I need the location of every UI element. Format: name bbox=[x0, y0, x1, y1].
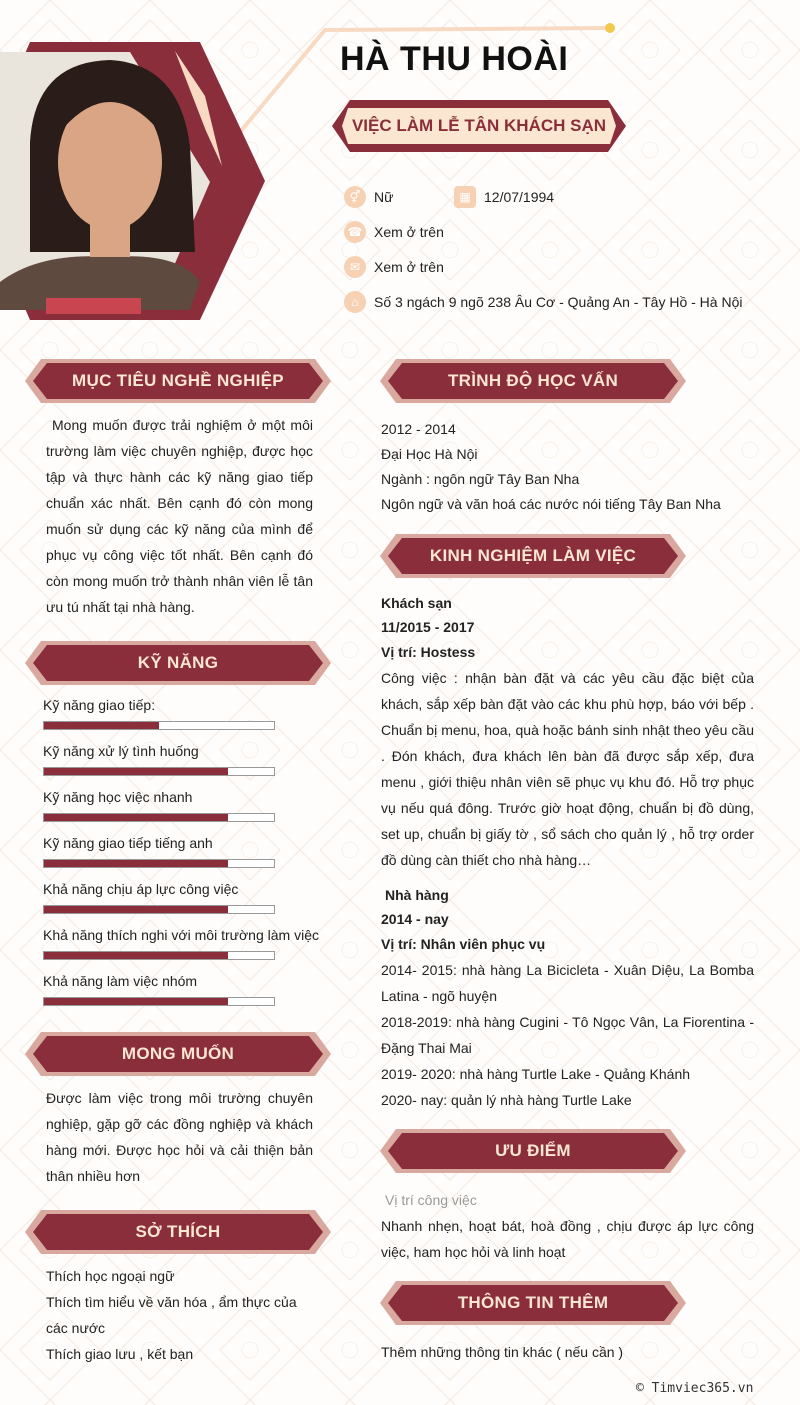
skill-label: Khả năng chịu áp lực công việc bbox=[43, 881, 239, 897]
skill-level-fill bbox=[44, 952, 228, 959]
strengths-title: ƯU ĐIỂM bbox=[495, 1141, 571, 1160]
education-period: 2012 - 2014 bbox=[381, 421, 456, 437]
strengths-placeholder: Vị trí công việc bbox=[385, 1192, 477, 1208]
candidate-name: HÀ THU HOÀI bbox=[340, 40, 569, 78]
email-value: Xem ở trên bbox=[374, 259, 444, 275]
skill-label: Kỹ năng giao tiếp tiếng anh bbox=[43, 835, 213, 851]
job-company: Nhà hàng bbox=[385, 887, 449, 903]
skill-label: Kỹ năng xử lý tình huống bbox=[43, 743, 199, 759]
skills-title: KỸ NĂNG bbox=[137, 653, 219, 672]
skill-level-bar bbox=[43, 905, 275, 914]
skill-level-bar bbox=[43, 951, 275, 960]
skill-label: Khả năng làm việc nhóm bbox=[43, 973, 198, 989]
experience-title: KINH NGHIỆM LÀM VIỆC bbox=[429, 546, 637, 565]
hobby-item: Thích giao lưu , kết bạn bbox=[46, 1346, 194, 1362]
skill-level-bar bbox=[43, 767, 275, 776]
skill-level-bar bbox=[43, 721, 275, 730]
job-company: Khách sạn bbox=[381, 595, 452, 611]
education-title: TRÌNH ĐỘ HỌC VẤN bbox=[447, 371, 619, 390]
wishes-title: MONG MUỐN bbox=[121, 1044, 235, 1063]
hobby-item: Thích học ngoại ngữ bbox=[46, 1268, 175, 1284]
strengths-header bbox=[380, 1129, 686, 1173]
hobbies-title: SỞ THÍCH bbox=[135, 1222, 221, 1241]
address-row bbox=[344, 291, 742, 313]
gender-value: Nữ bbox=[374, 189, 394, 205]
hobbies-header bbox=[25, 1210, 331, 1254]
profile-photo bbox=[0, 52, 215, 314]
job-description: Công việc : nhận bàn đặt và các yêu cầu đặc biệt của khách, sắp xếp bàn đặt vào các khu phù hợp, báo với bếp . Chuẩn bị menu, hoa, quà hoặc bánh sinh nhật theo yêu cầu . Đón khách, đưa khách lên bàn đã được sắp xếp, đưa menu , giới thiệu nhân viên sẽ phục vụ khu đó. Hỗ trợ phục vụ nếu quá đông. Trước giờ hoạt động, chuẩn bị đồ dùng, set up, chuẩn bị giấy tờ , sổ sách cho quản lý , hỗ trợ order đồ dùng càn thiết cho nhà hàng… bbox=[381, 670, 754, 868]
job-period: 2014 - nay bbox=[381, 911, 449, 927]
skill-label: Khả năng thích nghi với môi trường làm việc bbox=[43, 927, 319, 943]
extra-title: THÔNG TIN THÊM bbox=[457, 1293, 609, 1312]
skill-level-fill bbox=[44, 906, 228, 913]
address-value: Số 3 ngách 9 ngõ 238 Âu Cơ - Quảng An - Tây Hồ - Hà Nội bbox=[374, 294, 743, 310]
extra-header bbox=[380, 1281, 686, 1325]
job-history-item: 2020- nay: quản lý nhà hàng Turtle Lake bbox=[381, 1092, 632, 1108]
email-icon: ✉ bbox=[344, 256, 366, 278]
phone-icon: ☎ bbox=[344, 221, 366, 243]
birthday-value: 12/07/1994 bbox=[484, 189, 555, 205]
job-title: VIỆC LÀM LỄ TÂN KHÁCH SẠN bbox=[351, 116, 607, 135]
job-history-item: 2018-2019: nhà hàng Cugini - Tô Ngọc Vân, La Fiorentina - Đặng Thai Mai bbox=[381, 1014, 754, 1056]
objective-text: Mong muốn được trải nghiệm ở một môi trường làm việc chuyên nghiệp, được học tập và thực hành các kỹ năng giao tiếp chuẩn xác nhất. Bên cạnh đó còn mong muốn sử dụng các kỹ năng của mình để phục vụ công việc tốt nhất. Bên cạnh đó còn mong muốn trở thành nhân viên lễ tân ưu tú nhất tại nhà hàng. bbox=[46, 417, 313, 615]
strengths-text: Nhanh nhẹn, hoạt bát, hoà đồng , chịu được áp lực công việc, ham học hỏi và linh hoạt bbox=[381, 1218, 754, 1260]
phone-row bbox=[344, 221, 444, 243]
job-position: Vị trí: Hostess bbox=[381, 644, 476, 660]
education-major: Ngành : ngôn ngữ Tây Ban Nha bbox=[381, 471, 580, 487]
skill-level-fill bbox=[44, 814, 228, 821]
job-history-list bbox=[381, 957, 754, 1113]
gender-row bbox=[344, 186, 393, 208]
skill-label: Kỹ năng giao tiếp: bbox=[43, 697, 156, 713]
job-history-item: 2014- 2015: nhà hàng La Bicicleta - Xuân Diệu, La Bomba Latina - ngõ huyện bbox=[381, 962, 754, 1004]
education-detail: Ngôn ngữ và văn hoá các nước nói tiếng Tây Ban Nha bbox=[381, 496, 721, 512]
phone-value: Xem ở trên bbox=[374, 224, 444, 240]
calendar-icon: ▦ bbox=[454, 186, 476, 208]
education-school: Đại Học Hà Nội bbox=[381, 446, 478, 462]
hobby-item: Thích tìm hiểu về văn hóa , ẩm thực của các nước bbox=[46, 1294, 297, 1336]
experience-header bbox=[380, 534, 686, 578]
skill-level-fill bbox=[44, 722, 159, 729]
hobbies-list bbox=[46, 1263, 313, 1367]
objective-header bbox=[25, 359, 331, 403]
skill-level-bar bbox=[43, 859, 275, 868]
job-period: 11/2015 - 2017 bbox=[381, 619, 475, 635]
skill-level-bar bbox=[43, 813, 275, 822]
skill-level-bar bbox=[43, 997, 275, 1006]
skill-level-fill bbox=[44, 860, 228, 867]
objective-title: MỤC TIÊU NGHỀ NGHIỆP bbox=[72, 371, 284, 390]
gender-icon: ⚥ bbox=[344, 186, 366, 208]
skill-level-fill bbox=[44, 768, 228, 775]
wishes-text: Được làm việc trong môi trường chuyên nghiệp, gặp gỡ các đồng nghiệp và khách hàng mới. Được học hỏi và cải thiện bản thân nhiều hơn bbox=[46, 1090, 313, 1184]
job-history-item: 2019- 2020: nhà hàng Turtle Lake - Quảng Khánh bbox=[381, 1066, 691, 1082]
job-position: Vị trí: Nhân viên phục vụ bbox=[381, 936, 546, 952]
skill-label: Kỹ năng học việc nhanh bbox=[43, 789, 193, 805]
home-icon: ⌂ bbox=[344, 291, 366, 313]
wishes-header bbox=[25, 1032, 331, 1076]
skills-header bbox=[25, 641, 331, 685]
footer-credit: © Timviec365.vn bbox=[636, 1381, 754, 1396]
education-header bbox=[380, 359, 686, 403]
birthday-row bbox=[454, 186, 554, 208]
email-row bbox=[344, 256, 444, 278]
skill-level-fill bbox=[44, 998, 228, 1005]
extra-text: Thêm những thông tin khác ( nếu cần ) bbox=[381, 1344, 624, 1360]
